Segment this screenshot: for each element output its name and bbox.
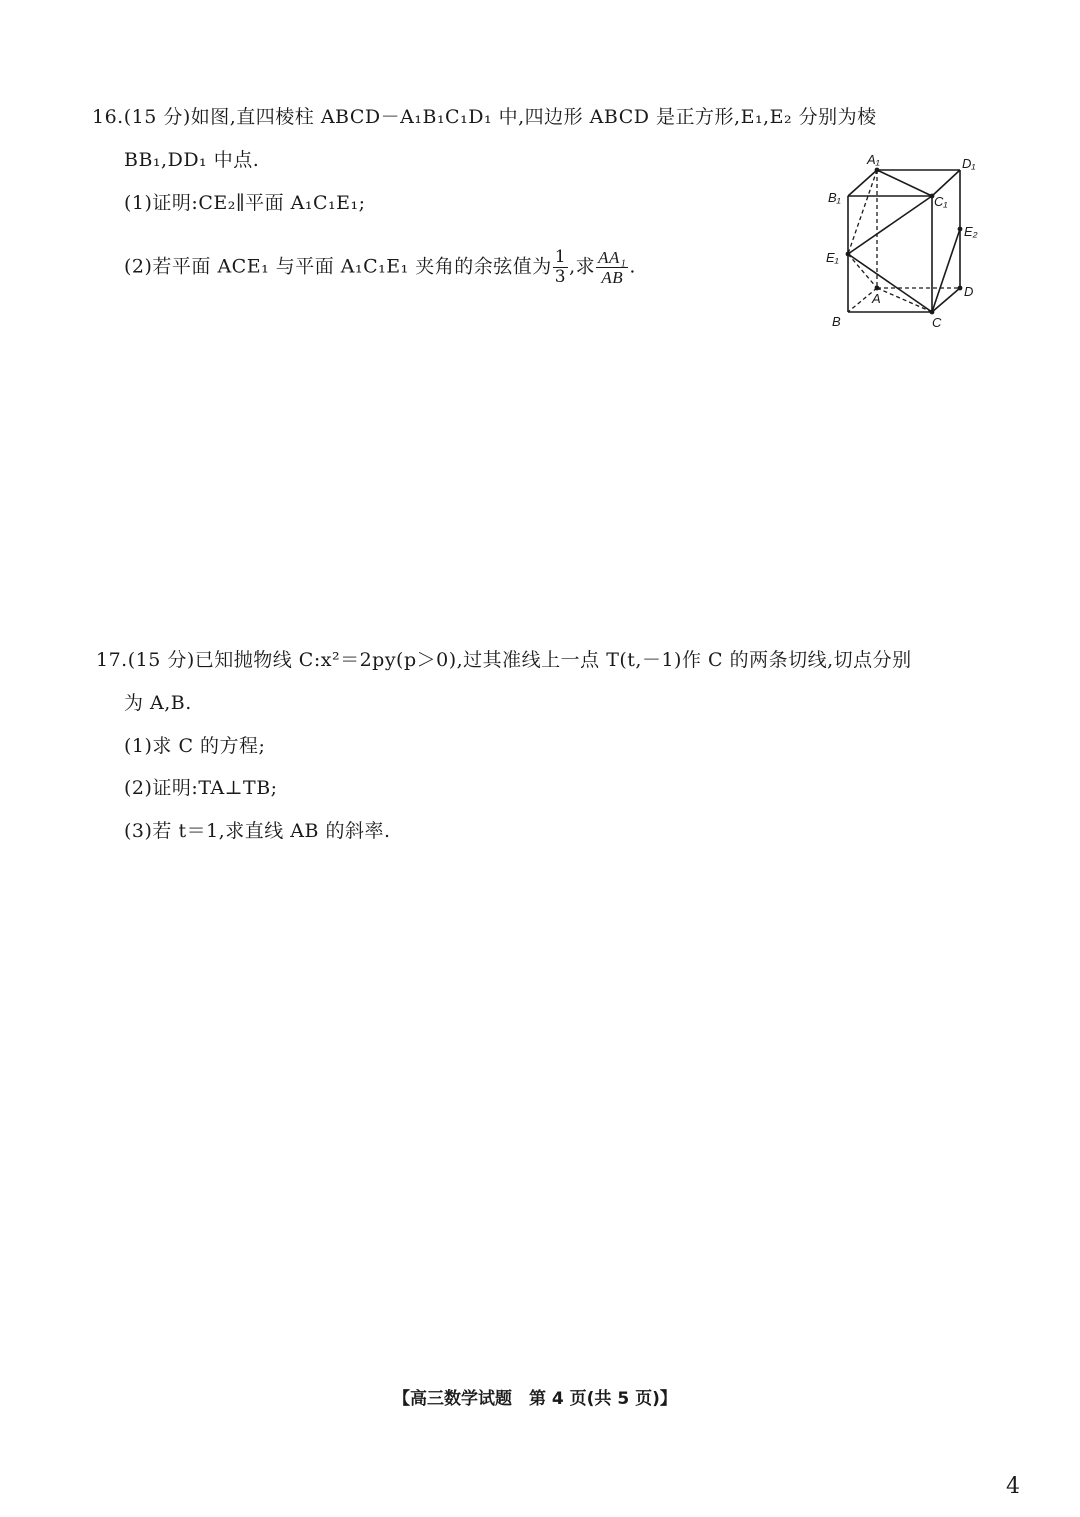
edge-c1-d1 bbox=[932, 170, 960, 196]
hidden-edge-a-c bbox=[877, 288, 932, 312]
q17-stem-line2: 为 A,B. bbox=[124, 692, 192, 714]
label-c1: C₁ bbox=[934, 194, 948, 209]
label-c: C bbox=[932, 315, 942, 330]
point-a1 bbox=[875, 168, 880, 173]
label-a1: A₁ bbox=[867, 152, 880, 167]
q16-part2-prefix: (2)若平面 ACE₁ 与平面 A₁C₁E₁ 夹角的余弦值为 bbox=[124, 255, 552, 278]
q17-part2: (2)证明:TA⊥TB; bbox=[124, 777, 278, 799]
ratio-fraction-numerator: AA₁ bbox=[598, 248, 627, 267]
edge-e1-c bbox=[848, 254, 932, 312]
q16-stem-line1: 16.(15 分)如图,直四棱柱 ABCD－A₁B₁C₁D₁ 中,四边形 ABCD 是正方形,E₁,E₂ 分别为棱 bbox=[92, 106, 877, 128]
edge-e1-c1 bbox=[848, 196, 932, 254]
q17-stem-line1: 17.(15 分)已知抛物线 C:x²＝2py(p＞0),过其准线上一点 T(t,－1)作 C 的两条切线,切点分别 bbox=[96, 649, 912, 671]
edge-a1-b1 bbox=[848, 170, 877, 196]
label-d: D bbox=[964, 284, 974, 299]
point-e2 bbox=[958, 227, 963, 232]
point-e1 bbox=[846, 252, 851, 257]
point-c bbox=[930, 310, 935, 315]
page-footer: 【高三数学试题 第 4 页(共 5 页)】 bbox=[393, 1389, 677, 1409]
cosine-fraction-numerator: 1 bbox=[554, 247, 567, 267]
cosine-fraction-denominator: 3 bbox=[554, 267, 567, 287]
page-number: 4 bbox=[1006, 1474, 1020, 1499]
edge-a1-c1 bbox=[877, 170, 932, 196]
label-e2: E₂ bbox=[964, 224, 978, 239]
label-b: B bbox=[832, 314, 841, 329]
q16-part2 bbox=[124, 248, 636, 287]
cosine-fraction bbox=[553, 248, 568, 287]
q16-part2-mid: ,求 bbox=[569, 255, 596, 278]
label-e1: E₁ bbox=[826, 250, 839, 265]
label-d1: D₁ bbox=[962, 156, 976, 171]
ratio-fraction-denominator: AB bbox=[601, 268, 624, 287]
q16-part2-end: . bbox=[629, 255, 636, 278]
ratio-fraction bbox=[596, 248, 628, 287]
point-a bbox=[875, 286, 880, 291]
q16-part1: (1)证明:CE₂∥平面 A₁C₁E₁; bbox=[124, 192, 366, 214]
label-b1: B₁ bbox=[828, 190, 841, 205]
prism-figure bbox=[820, 148, 990, 338]
q17-part3: (3)若 t＝1,求直线 AB 的斜率. bbox=[124, 820, 391, 842]
label-a: A bbox=[872, 291, 881, 306]
q17-part1: (1)求 C 的方程; bbox=[124, 735, 266, 757]
point-d bbox=[958, 286, 963, 291]
q16-stem-line2: BB₁,DD₁ 中点. bbox=[124, 149, 260, 171]
